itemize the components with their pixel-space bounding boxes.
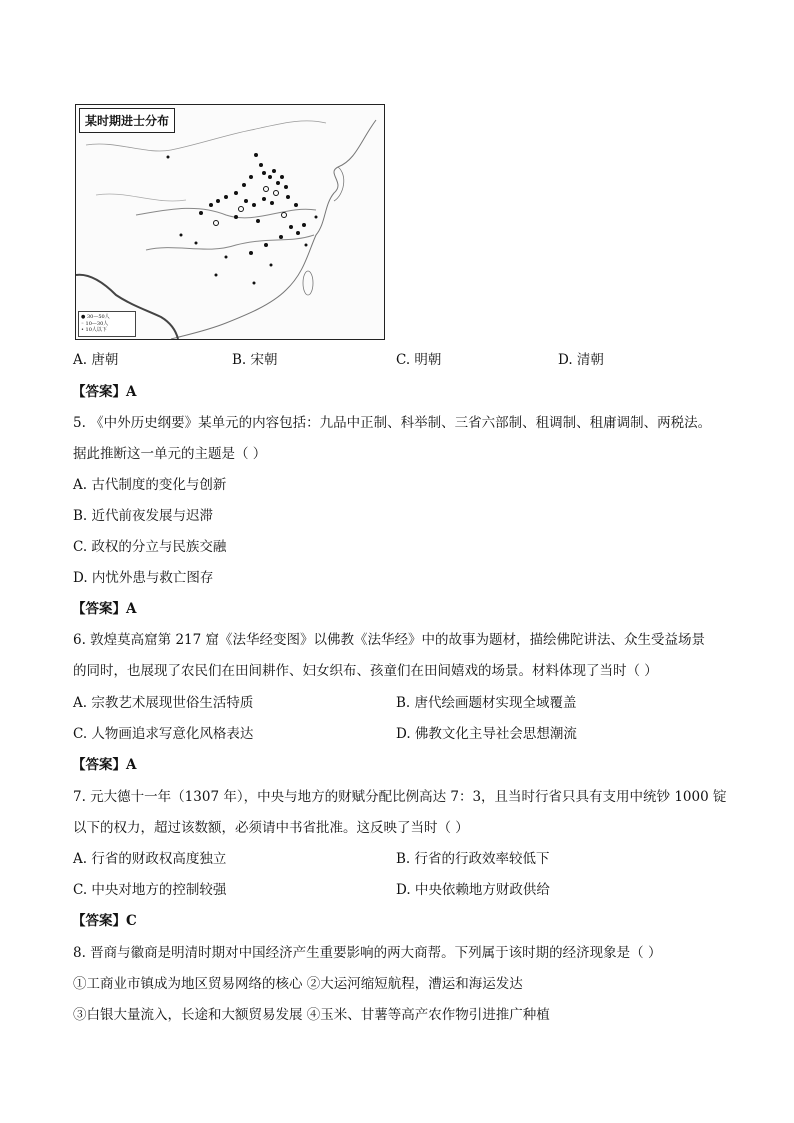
q4-option-a: A. 唐朝 <box>73 352 119 368</box>
q8-item-line2: ③白银大量流入，长途和大额贸易发展 ④玉米、甘薯等高产农作物引进推广种植 <box>73 1007 550 1023</box>
q6-stem-line1: 6. 敦煌莫高窟第 217 窟《法华经变图》以佛教《法华经》中的故事为题材，描绘佛陀讲法、众生受益场景 <box>73 632 706 648</box>
q6-option-d: D. 佛教文化主导社会思想潮流 <box>396 726 577 742</box>
q7-option-c: C. 中央对地方的控制较强 <box>73 882 227 898</box>
q6-option-a: A. 宗教艺术展现世俗生活特质 <box>73 695 254 711</box>
legend-item: • 10人以下 <box>81 327 107 334</box>
q7-answer: 【答案】C <box>72 913 137 929</box>
q6-option-b: B. 唐代绘画题材实现全域覆盖 <box>396 695 577 711</box>
q7-stem-line1: 7. 元大德十一年（1307 年），中央与地方的财赋分配比例高达 7：3，且当时行省只具有支用中统钞 1000 锭 <box>73 789 727 805</box>
q7-option-a: A. 行省的财政权高度独立 <box>73 851 227 867</box>
q5-option-b: B. 近代前夜发展与迟滞 <box>73 508 214 524</box>
q5-option-d: D. 内忧外患与救亡图存 <box>73 570 214 586</box>
legend-item: ● 30—50人 <box>81 313 110 320</box>
q4-option-b: B. 宋朝 <box>232 352 278 368</box>
q5-answer: 【答案】A <box>72 601 137 617</box>
q6-stem-line2: 的同时，也展现了农民们在田间耕作、妇女织布、孩童们在田间嬉戏的场景。材料体现了当时（ ） <box>73 663 658 679</box>
q5-stem-line2: 据此推断这一单元的主题是（ ） <box>73 446 267 462</box>
q5-option-a: A. 古代制度的变化与创新 <box>73 477 227 493</box>
q7-stem-line2: 以下的权力，超过该数额，必须请中书省批准。这反映了当时（ ） <box>73 820 469 836</box>
q4-answer: 【答案】A <box>72 384 137 400</box>
legend-item: ◦ 10—30人 <box>81 320 109 327</box>
q7-option-d: D. 中央依赖地方财政供给 <box>396 882 550 898</box>
q8-stem-line1: 8. 晋商与徽商是明清时期对中国经济产生重要影响的两大商帮。下列属于该时期的经济现象是（ ） <box>73 945 662 961</box>
q8-item-line1: ①工商业市镇成为地区贸易网络的核心 ②大运河缩短航程，漕运和海运发达 <box>73 976 523 992</box>
q6-option-c: C. 人物画追求写意化风格表达 <box>73 726 254 742</box>
map-figure <box>75 104 385 340</box>
map-drawing <box>76 105 384 339</box>
q5-stem-line1: 5. 《中外历史纲要》某单元的内容包括：九品中正制、科举制、三省六部制、租调制、租庸调制、两税法。 <box>73 415 712 431</box>
map-legend <box>78 311 136 337</box>
q4-option-c: C. 明朝 <box>396 352 442 368</box>
q7-option-b: B. 行省的行政效率较低下 <box>396 851 550 867</box>
q5-option-c: C. 政权的分立与民族交融 <box>73 539 227 555</box>
q4-option-d: D. 清朝 <box>558 352 604 368</box>
q6-answer: 【答案】A <box>72 757 137 773</box>
map-title: 某时期进士分布 <box>79 108 175 133</box>
